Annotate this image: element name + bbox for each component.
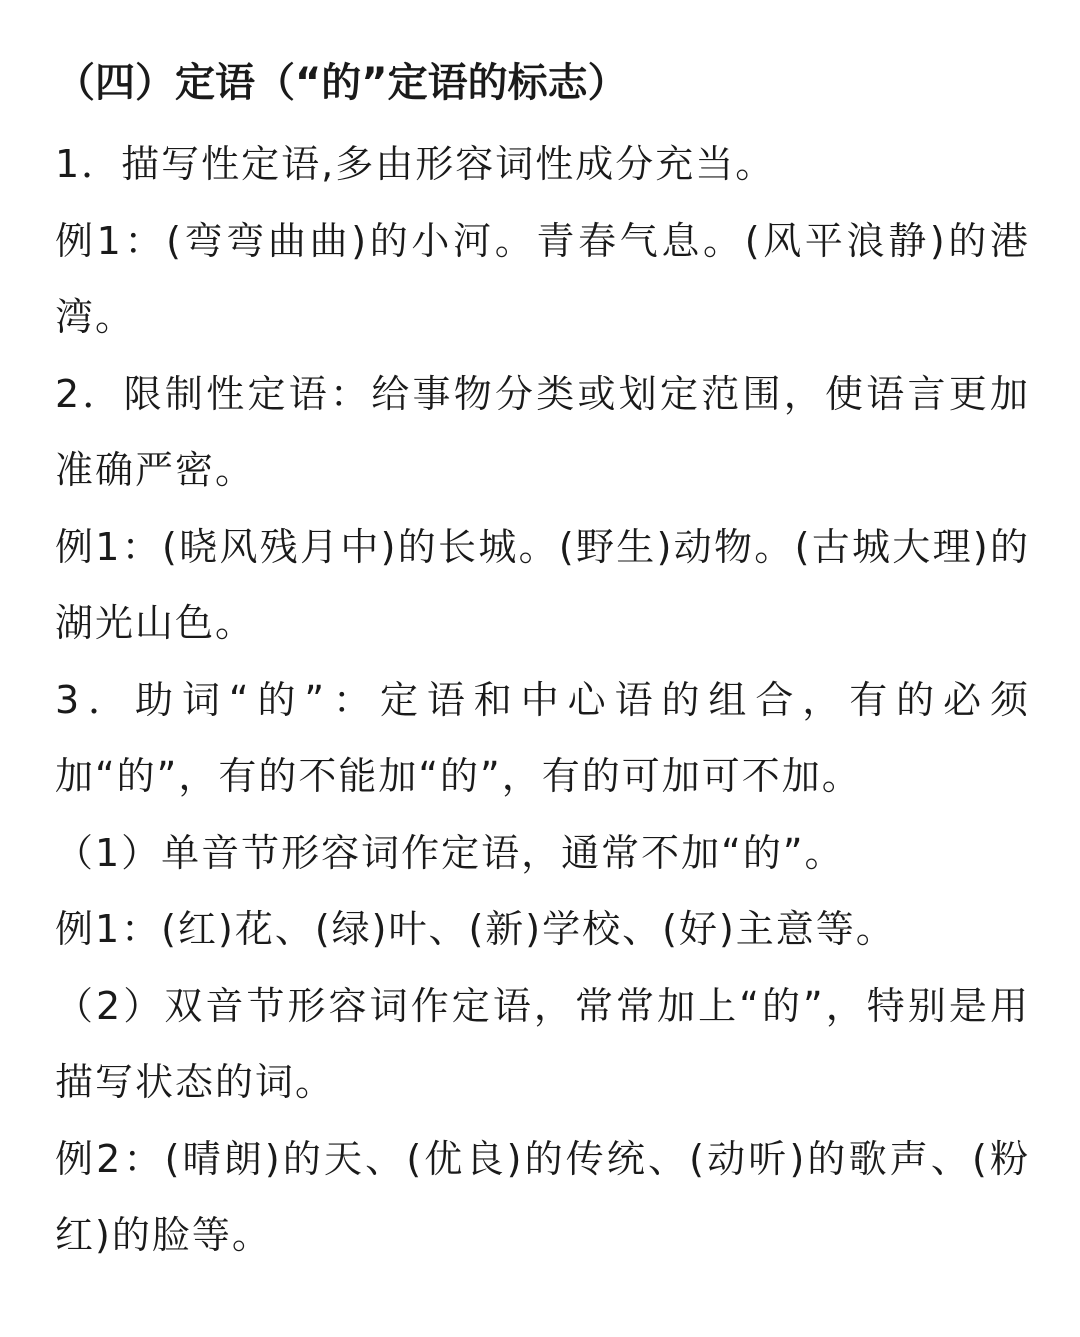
subpoint-1-monosyllabic: （1）单音节形容词作定语，通常不加“的”。 — [55, 830, 845, 875]
example-1-monosyllabic: 例1：(红)花、(绿)叶、(新)学校、(好)主意等。 — [55, 907, 896, 951]
point-2-restrictive-attributive: 2．限制性定语：给事物分类或划定范围，使语言更加准确严密。 — [55, 371, 1030, 492]
point-1-descriptive-attributive: 1．描写性定语,多由形容词性成分充当。 — [55, 142, 776, 186]
example-1-descriptive: 例1：(弯弯曲曲)的小河。青春气息。(风平浪静)的港湾。 — [55, 218, 1030, 339]
subpoint-2-disyllabic: （2）双音节形容词作定语，常常加上“的”，特别是用描写状态的词。 — [55, 983, 1030, 1104]
document-body — [55, 50, 1030, 1274]
example-1-restrictive: 例1：(晓风残月中)的长城。(野生)动物。(古城大理)的湖光山色。 — [55, 524, 1030, 645]
point-3-particle-de: 3．助词“的”：定语和中心语的组合，有的必须加“的”，有的不能加“的”，有的可加可不加。 — [55, 677, 1030, 798]
example-2-disyllabic: 例2：(晴朗)的天、(优良)的传统、(动听)的歌声、(粉红)的脸等。 — [55, 1136, 1030, 1257]
section-title: （四）定语（“的”定语的标志） — [55, 60, 628, 106]
